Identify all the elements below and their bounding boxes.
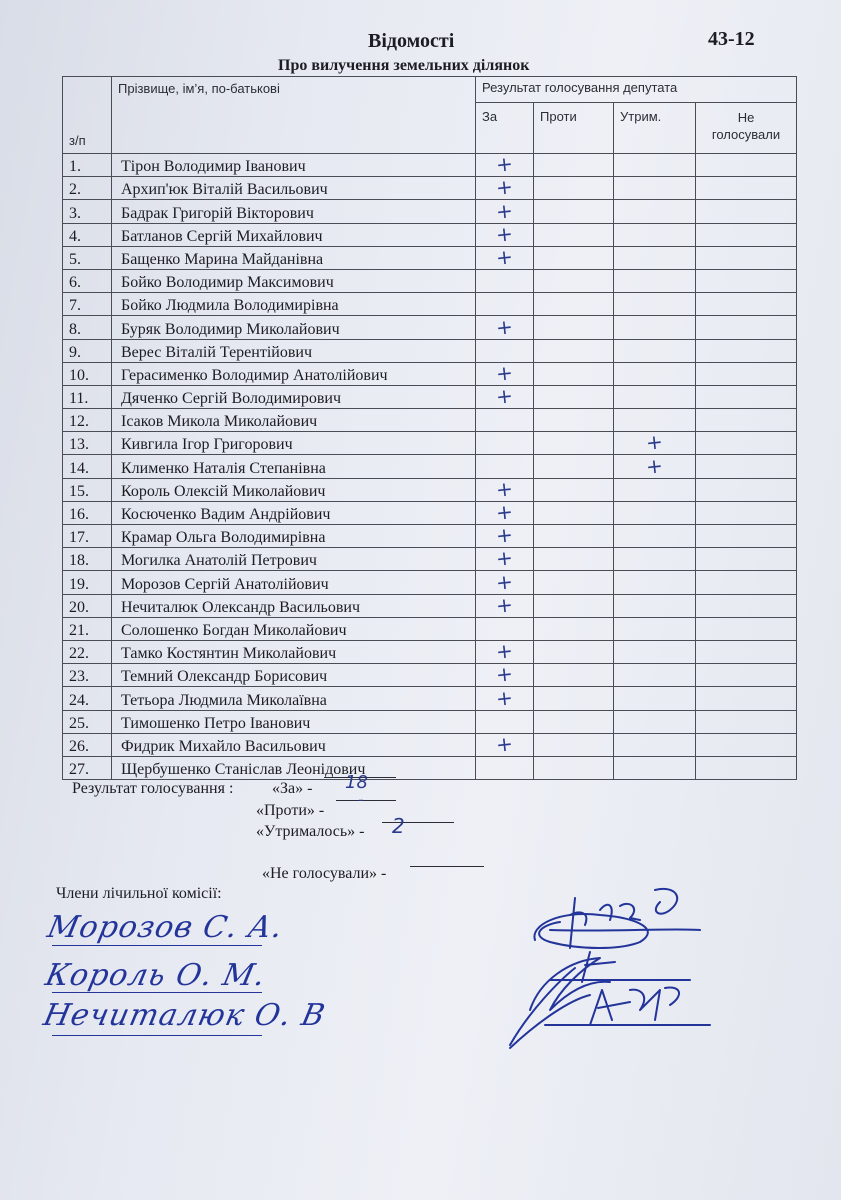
table-row xyxy=(63,177,797,200)
row-name: Верес Віталій Терентійович xyxy=(112,339,476,362)
vote-cell-for xyxy=(476,478,534,501)
table-row xyxy=(63,733,797,756)
vote-cell-abstain xyxy=(614,640,696,663)
row-number: 12. xyxy=(63,409,112,432)
table-row xyxy=(63,756,797,779)
header-col-name: Прізвище, ім’я, по-батькові xyxy=(112,77,476,154)
row-number: 27. xyxy=(63,756,112,779)
vote-cell-against xyxy=(534,362,614,385)
vote-cell-for xyxy=(476,617,534,640)
vote-cell-for xyxy=(476,246,534,269)
signatures-image xyxy=(490,870,720,1060)
row-name: Кивгила Ігор Григорович xyxy=(112,432,476,455)
row-number: 6. xyxy=(63,269,112,292)
table-row xyxy=(63,640,797,663)
vote-cell-against xyxy=(534,594,614,617)
row-name: Нечиталюк Олександр Васильович xyxy=(112,594,476,617)
vote-cell-novote xyxy=(696,223,797,246)
vote-cell-against xyxy=(534,269,614,292)
vote-cell-for xyxy=(476,684,534,711)
commission-line-1 xyxy=(52,945,262,946)
commission-member-1: Морозов С. А. xyxy=(44,910,287,945)
vote-cell-abstain xyxy=(614,293,696,316)
table-row xyxy=(63,316,797,339)
row-number: 23. xyxy=(63,664,112,687)
row-number: 17. xyxy=(63,525,112,548)
commission-member-2: Король О. М. xyxy=(42,958,270,993)
tally-against-label: «Проти» - xyxy=(256,802,325,819)
vote-cell-for xyxy=(476,220,534,247)
row-number: 3. xyxy=(63,200,112,223)
commission-label: Члени лічильної комісії: xyxy=(56,885,222,902)
vote-cell-novote xyxy=(696,640,797,663)
vote-cell-novote xyxy=(696,362,797,385)
vote-cell-against xyxy=(534,640,614,663)
vote-cell-against xyxy=(534,432,614,455)
vote-cell-against xyxy=(534,710,614,733)
vote-cell-against xyxy=(534,293,614,316)
table-row xyxy=(63,455,797,478)
vote-cell-against xyxy=(534,409,614,432)
vote-cell-abstain xyxy=(614,154,696,177)
vote-cell-abstain xyxy=(614,177,696,200)
row-name: Фидрик Михайло Васильович xyxy=(112,733,476,756)
vote-cell-novote xyxy=(696,316,797,339)
vote-cell-abstain xyxy=(614,478,696,501)
vote-cell-for xyxy=(476,362,534,385)
row-name: Клименко Наталія Степанівна xyxy=(112,455,476,478)
vote-mark: + xyxy=(494,360,515,386)
vote-cell-abstain xyxy=(614,548,696,571)
vote-cell-abstain xyxy=(614,525,696,548)
row-name: Батланов Сергій Михайлович xyxy=(112,223,476,246)
vote-cell-novote xyxy=(696,269,797,292)
vote-mark: + xyxy=(494,661,515,688)
table-row xyxy=(63,571,797,594)
vote-cell-against xyxy=(534,246,614,269)
tally-against-value: - xyxy=(358,790,364,809)
table-row xyxy=(63,687,797,710)
document-number: 43-12 xyxy=(708,28,755,50)
vote-cell-for xyxy=(476,640,534,663)
vote-mark: + xyxy=(494,731,515,757)
row-name: Тірон Володимир Іванович xyxy=(112,154,476,177)
row-name: Крамар Ольга Володимирівна xyxy=(112,525,476,548)
vote-cell-against xyxy=(534,154,614,177)
vote-mark: + xyxy=(494,244,515,270)
table-row xyxy=(63,617,797,640)
row-number: 4. xyxy=(63,223,112,246)
row-name: Тимошенко Петро Іванович xyxy=(112,710,476,733)
row-number: 21. xyxy=(63,617,112,640)
table-row xyxy=(63,293,797,316)
row-name: Дяченко Сергій Володимирович xyxy=(112,385,476,408)
vote-cell-abstain xyxy=(614,594,696,617)
row-name: Темний Олександр Борисович xyxy=(112,664,476,687)
header-sub-for: За xyxy=(476,103,534,154)
vote-cell-abstain xyxy=(614,223,696,246)
row-number: 22. xyxy=(63,640,112,663)
vote-cell-for xyxy=(476,501,534,524)
vote-cell-novote xyxy=(696,571,797,594)
vote-mark: + xyxy=(644,429,665,456)
vote-mark: + xyxy=(494,545,515,572)
vote-mark: + xyxy=(494,174,515,201)
row-name: Солошенко Богдан Миколайович xyxy=(112,617,476,640)
row-number: 25. xyxy=(63,710,112,733)
row-number: 10. xyxy=(63,362,112,385)
vote-cell-novote xyxy=(696,664,797,687)
table-row xyxy=(63,548,797,571)
vote-cell-abstain xyxy=(614,269,696,292)
vote-cell-for xyxy=(476,409,534,432)
vote-cell-against xyxy=(534,756,614,779)
table-row xyxy=(63,594,797,617)
vote-cell-against xyxy=(534,733,614,756)
row-number: 18. xyxy=(63,548,112,571)
vote-cell-for xyxy=(476,733,534,756)
vote-cell-against xyxy=(534,687,614,710)
vote-cell-novote xyxy=(696,501,797,524)
row-number: 24. xyxy=(63,687,112,710)
vote-mark: + xyxy=(494,313,515,340)
vote-cell-for xyxy=(476,522,534,548)
vote-cell-against xyxy=(534,223,614,246)
row-name: Герасименко Володимир Анатолійович xyxy=(112,362,476,385)
vote-cell-for xyxy=(476,756,534,779)
row-name: Бащенко Марина Майданівна xyxy=(112,246,476,269)
vote-cell-against xyxy=(534,339,614,362)
row-number: 8. xyxy=(63,316,112,339)
table-row xyxy=(63,385,797,408)
vote-cell-abstain xyxy=(614,409,696,432)
table-row xyxy=(63,200,797,223)
document-subtitle: Про вилучення земельних ділянок xyxy=(278,57,530,74)
vote-cell-for xyxy=(476,432,534,455)
vote-cell-for xyxy=(476,545,534,572)
vote-mark: + xyxy=(494,522,515,548)
vote-cell-against xyxy=(534,617,614,640)
row-name: Тетьора Людмила Миколаївна xyxy=(112,687,476,710)
vote-cell-against xyxy=(534,664,614,687)
table-row xyxy=(63,409,797,432)
header-col-result: Результат голосування депутата xyxy=(476,77,797,103)
row-name: Морозов Сергій Анатолійович xyxy=(112,571,476,594)
vote-table xyxy=(62,76,797,780)
vote-cell-for xyxy=(476,197,534,224)
row-number: 15. xyxy=(63,478,112,501)
header-sub-abstain: Утрим. xyxy=(614,103,696,154)
vote-mark: + xyxy=(494,568,515,595)
vote-mark: + xyxy=(494,476,515,502)
row-name: Бадрак Григорій Вікторович xyxy=(112,200,476,223)
row-number: 19. xyxy=(63,571,112,594)
vote-cell-novote xyxy=(696,432,797,455)
header-col-num: з/п xyxy=(63,77,112,154)
row-name: Косюченко Вадим Андрійович xyxy=(112,501,476,524)
vote-cell-abstain xyxy=(614,246,696,269)
vote-mark: + xyxy=(494,220,515,247)
vote-cell-novote xyxy=(696,525,797,548)
vote-cell-abstain xyxy=(614,339,696,362)
vote-cell-for xyxy=(476,455,534,478)
vote-cell-abstain xyxy=(614,710,696,733)
row-name: Могилка Анатолій Петрович xyxy=(112,548,476,571)
row-name: Тамко Костянтин Миколайович xyxy=(112,640,476,663)
row-name: Ісаков Микола Миколайович xyxy=(112,409,476,432)
vote-cell-for xyxy=(476,293,534,316)
vote-cell-abstain xyxy=(614,501,696,524)
vote-cell-novote xyxy=(696,733,797,756)
vote-cell-abstain xyxy=(614,664,696,687)
vote-cell-against xyxy=(534,385,614,408)
vote-cell-novote xyxy=(696,200,797,223)
commission-line-2 xyxy=(52,992,262,993)
vote-cell-for xyxy=(476,568,534,595)
table-row xyxy=(63,362,797,385)
tally-abstain-label: «Утрималось» - xyxy=(256,823,365,840)
tally-for-label: «За» - xyxy=(272,780,313,797)
vote-cell-novote xyxy=(696,154,797,177)
vote-cell-abstain xyxy=(614,756,696,779)
vote-cell-novote xyxy=(696,455,797,478)
vote-mark: + xyxy=(494,383,515,409)
vote-cell-against xyxy=(534,571,614,594)
tally-novote-line xyxy=(410,866,484,867)
commission-line-3 xyxy=(52,1035,262,1036)
vote-cell-novote xyxy=(696,687,797,710)
vote-cell-novote xyxy=(696,385,797,408)
row-name: Архип'юк Віталій Васильович xyxy=(112,177,476,200)
table-row xyxy=(63,154,797,177)
vote-cell-novote xyxy=(696,293,797,316)
row-name: Бойко Людмила Володимирівна xyxy=(112,293,476,316)
vote-mark: + xyxy=(494,638,515,664)
vote-cell-novote xyxy=(696,177,797,200)
row-number: 5. xyxy=(63,246,112,269)
tally-novote-label: «Не голосували» - xyxy=(262,865,387,882)
row-number: 11. xyxy=(63,385,112,408)
tally-abstain-value: 2 xyxy=(392,814,405,838)
vote-cell-for xyxy=(476,151,534,177)
vote-cell-for xyxy=(476,661,534,688)
vote-cell-novote xyxy=(696,548,797,571)
vote-cell-novote xyxy=(696,617,797,640)
commission-member-3: Нечиталюк О. В xyxy=(40,998,329,1033)
vote-mark: + xyxy=(494,499,515,525)
tally-label: Результат голосування : xyxy=(72,780,234,797)
vote-cell-against xyxy=(534,478,614,501)
vote-cell-novote xyxy=(696,339,797,362)
header-sub-against: Проти xyxy=(534,103,614,154)
table-row xyxy=(63,710,797,733)
vote-cell-abstain xyxy=(614,362,696,385)
vote-cell-novote xyxy=(696,594,797,617)
header-novote-line2: голосували xyxy=(711,127,781,142)
row-name: Буряк Володимир Миколайович xyxy=(112,316,476,339)
row-number: 7. xyxy=(63,293,112,316)
vote-cell-for xyxy=(476,591,534,618)
vote-cell-novote xyxy=(696,409,797,432)
vote-cell-abstain xyxy=(614,452,696,479)
table-row xyxy=(63,339,797,362)
vote-cell-for xyxy=(476,710,534,733)
vote-mark: + xyxy=(494,197,515,224)
tally-against-line xyxy=(336,800,396,801)
table-row xyxy=(63,501,797,524)
table-row xyxy=(63,246,797,269)
vote-cell-abstain xyxy=(614,200,696,223)
vote-mark: + xyxy=(494,591,515,618)
table-row xyxy=(63,223,797,246)
row-number: 9. xyxy=(63,339,112,362)
tally-for-value: 18 xyxy=(345,772,368,793)
vote-cell-against xyxy=(534,200,614,223)
header-sub-novote xyxy=(696,103,797,154)
vote-cell-against xyxy=(534,548,614,571)
table-row xyxy=(63,525,797,548)
vote-cell-for xyxy=(476,269,534,292)
header-novote-line1: Не xyxy=(737,110,755,125)
vote-cell-against xyxy=(534,501,614,524)
vote-cell-for xyxy=(476,313,534,340)
row-number: 26. xyxy=(63,733,112,756)
vote-cell-against xyxy=(534,525,614,548)
row-number: 20. xyxy=(63,594,112,617)
vote-cell-against xyxy=(534,177,614,200)
vote-cell-novote xyxy=(696,246,797,269)
vote-cell-novote xyxy=(696,478,797,501)
vote-cell-abstain xyxy=(614,733,696,756)
document-title: Відомості xyxy=(368,30,455,52)
row-number: 1. xyxy=(63,154,112,177)
vote-cell-for xyxy=(476,385,534,408)
vote-cell-abstain xyxy=(614,316,696,339)
vote-cell-against xyxy=(534,455,614,478)
vote-mark: + xyxy=(644,452,665,479)
row-number: 16. xyxy=(63,501,112,524)
vote-mark: + xyxy=(494,684,515,711)
table-row xyxy=(63,478,797,501)
row-number: 2. xyxy=(63,177,112,200)
vote-cell-for xyxy=(476,174,534,201)
vote-cell-novote xyxy=(696,710,797,733)
vote-mark: + xyxy=(494,151,515,177)
vote-cell-for xyxy=(476,339,534,362)
vote-cell-abstain xyxy=(614,429,696,456)
row-name: Король Олексій Миколайович xyxy=(112,478,476,501)
row-name: Бойко Володимир Максимович xyxy=(112,269,476,292)
row-name: Щербушенко Станіслав Леонідович xyxy=(112,756,476,779)
vote-cell-abstain xyxy=(614,571,696,594)
vote-cell-abstain xyxy=(614,687,696,710)
table-row xyxy=(63,269,797,292)
row-number: 14. xyxy=(63,455,112,478)
vote-cell-abstain xyxy=(614,385,696,408)
table-row xyxy=(63,432,797,455)
vote-cell-novote xyxy=(696,756,797,779)
vote-cell-abstain xyxy=(614,617,696,640)
row-number: 13. xyxy=(63,432,112,455)
vote-cell-against xyxy=(534,316,614,339)
table-row xyxy=(63,664,797,687)
